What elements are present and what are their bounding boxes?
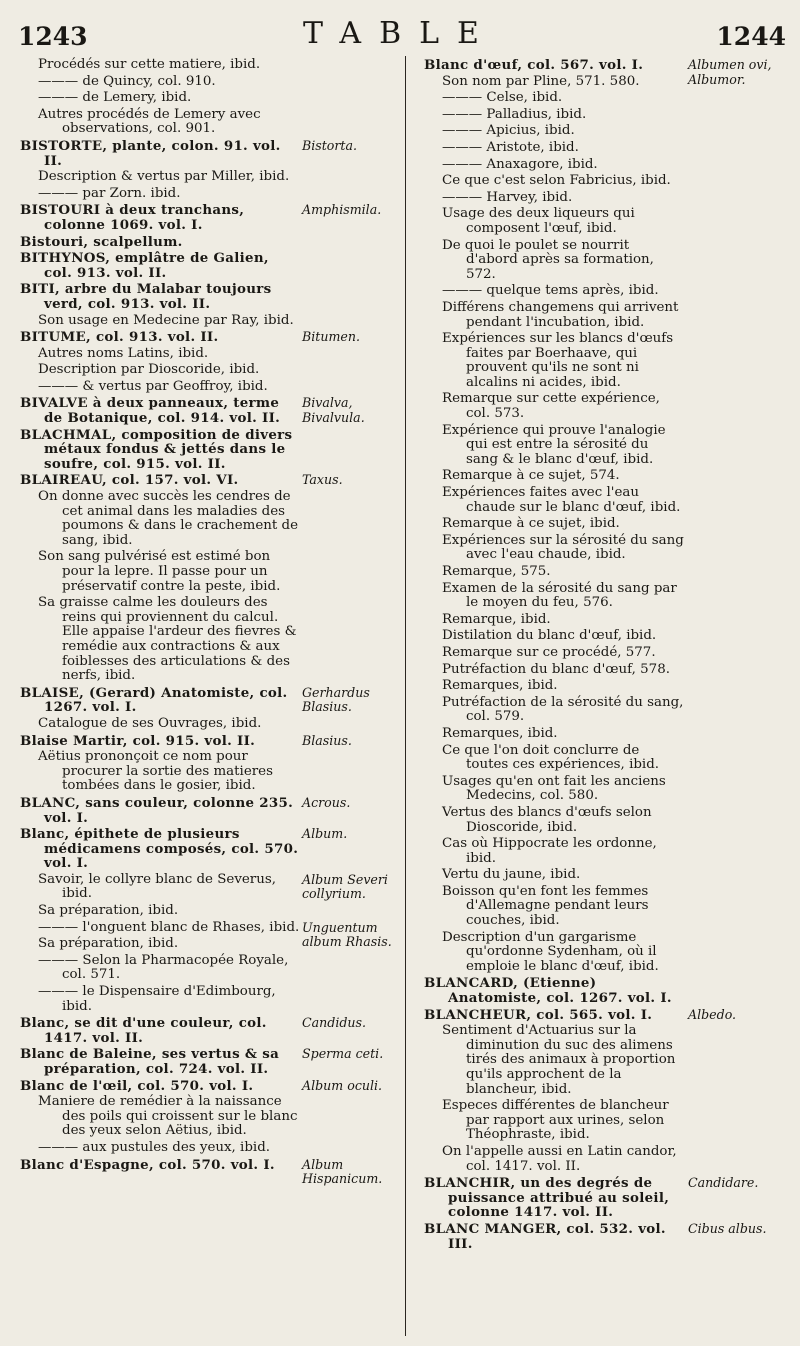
entry-text: Remarque, 575. <box>442 564 551 579</box>
index-entry <box>20 1016 396 1045</box>
page-number-left: 1243 <box>18 22 88 51</box>
index-entry <box>20 686 396 715</box>
index-entry <box>424 141 794 156</box>
index-entry <box>424 158 794 173</box>
index-entry <box>424 124 794 139</box>
entry-text: Examen de la sérosité du sang par le moyen du feu, 576. <box>442 580 677 611</box>
index-entry <box>20 139 396 168</box>
entry-text: Bistouri, scalpellum. <box>20 233 183 250</box>
entry-text: Especes différentes de blancheur par rapport aux urines, selon Théophraste, ibid. <box>442 1098 669 1143</box>
index-entry <box>20 58 396 73</box>
entry-text: Ce que l'on doit conclurre de toutes ces expériences, ibid. <box>442 742 660 773</box>
latin-term: Album oculi. <box>302 1077 383 1093</box>
entry-text: BLAIREAU, col. 157. vol. VI. <box>20 472 239 489</box>
latin-term: Acrous. <box>302 794 351 810</box>
index-entry <box>20 428 396 472</box>
entry-text: BLACHMAL, composition de divers métaux fondus & jettés dans le soufre, col. 915. vol. II. <box>20 426 293 472</box>
index-entry <box>20 330 396 345</box>
latin-term: Candidus. <box>302 1015 366 1031</box>
index-entry <box>424 284 794 299</box>
index-entry <box>424 775 794 804</box>
entry-text: Son nom par Pline, 571. 580. <box>442 73 640 89</box>
index-entry <box>20 1079 396 1094</box>
index-entry <box>424 486 794 515</box>
index-entry <box>20 473 396 488</box>
index-entry <box>20 490 396 548</box>
entry-text: Sa graisse calme les douleurs des reins qui proviennent du calcul. Elle appaise l'ardeur des fievres & remédie aux contractions & aux foiblesses des articulations & des nerfs, ibid. <box>38 595 297 684</box>
entry-text: BITHYNOS, emplâtre de Galien, col. 913. vol. II. <box>20 250 269 281</box>
entry-text: Blanc d'Espagne, col. 570. vol. I. <box>20 1156 275 1173</box>
index-entry <box>424 1176 794 1220</box>
index-entry <box>424 806 794 835</box>
latin-term: Album Hispanicum. <box>302 1156 383 1187</box>
entry-text: ——— quelque tems après, ibid. <box>442 283 659 299</box>
index-entry <box>424 207 794 236</box>
entry-text: BLAISE, (Gerard) Anatomiste, col. 1267. vol. I. <box>20 684 288 716</box>
index-entry <box>424 332 794 390</box>
index-entry <box>20 380 396 395</box>
index-entry <box>424 582 794 611</box>
entry-text: Boisson qu'en font les femmes d'Allemagne pendant leurs couches, ibid. <box>442 883 649 929</box>
index-entry <box>424 1145 794 1174</box>
page-number-right: 1244 <box>716 22 786 51</box>
entry-text: Expériences sur les blancs d'œufs faites par Boerhaave, qui prouvent qu'ils ne sont ni alcalins ni acides, ibid. <box>442 331 674 390</box>
index-entry <box>20 75 396 90</box>
entry-text: ——— Celse, ibid. <box>442 90 563 106</box>
entry-text: BLANCHEUR, col. 565. vol. I. <box>424 1006 653 1023</box>
entry-text: Autres procédés de Lemery avec observations, col. 901. <box>38 106 261 137</box>
entry-text: ——— Aristote, ibid. <box>442 139 579 155</box>
index-entry <box>20 170 396 185</box>
entry-text: BISTOURI à deux tranchans, colonne 1069. vol. I. <box>20 202 245 233</box>
index-entry <box>20 203 396 232</box>
latin-term: Unguentum album Rhasis. <box>302 919 392 950</box>
index-entry <box>20 251 396 280</box>
entry-text: Ce que c'est selon Fabricius, ibid. <box>442 173 671 189</box>
entry-text: Remarque sur ce procédé, 577. <box>442 644 656 660</box>
index-entry <box>424 191 794 206</box>
index-entry <box>20 937 396 952</box>
index-entry <box>20 314 396 329</box>
latin-term: Blasius. <box>302 732 352 748</box>
entry-text: BITI, arbre du Malabar toujours verd, col. 913. vol. II. <box>20 281 272 312</box>
entry-text: Sa préparation, ibid. <box>38 903 179 919</box>
entry-text: Expériences sur la sérosité du sang avec l'eau chaude, ibid. <box>442 532 684 563</box>
entry-text: Son sang pulvérisé est estimé bon pour la lepre. Il passe pour un préservatif contre la peste, ibid. <box>38 549 281 594</box>
entry-text: ——— Palladius, ibid. <box>442 106 587 122</box>
index-entry <box>424 301 794 330</box>
index-entry <box>20 954 396 983</box>
entry-text: Putréfaction du blanc d'œuf, 578. <box>442 661 670 677</box>
entry-text: Blanc de Baleine, ses vertus & sa préparation, col. 724. vol. II. <box>20 1046 280 1077</box>
latin-term: Album Severi collyrium. <box>302 871 388 902</box>
entry-text: Blanc d'œuf, col. 567. vol. I. <box>424 57 644 73</box>
latin-term: Gerhardus Blasius. <box>302 684 370 715</box>
entry-text: Blanc, se dit d'une couleur, col. 1417. vol. II. <box>20 1015 267 1046</box>
entry-text: Remarques, ibid. <box>442 725 558 741</box>
index-entry <box>424 931 794 975</box>
entry-text: Sa préparation, ibid. <box>38 936 179 952</box>
page-title: TABLE <box>303 16 497 51</box>
latin-term: Bistorta. <box>302 137 357 153</box>
index-entry <box>424 1008 794 1023</box>
index-entry <box>20 187 396 202</box>
entry-text: ——— par Zorn. ibid. <box>38 185 181 201</box>
index-entry <box>424 239 794 283</box>
index-entry <box>20 108 396 137</box>
entry-text: Blanc de l'œil, col. 570. vol. I. <box>20 1077 254 1094</box>
column-divider <box>405 56 406 1336</box>
entry-text: ——— Harvey, ibid. <box>442 189 573 205</box>
index-entry <box>20 904 396 919</box>
index-entry <box>424 565 794 580</box>
index-entry <box>20 734 396 749</box>
index-entry <box>424 108 794 123</box>
entry-text: ——— de Lemery, ibid. <box>38 90 192 106</box>
index-entry <box>20 396 396 425</box>
index-entry <box>20 750 396 794</box>
entry-text: Différens changemens qui arrivent pendant l'incubation, ibid. <box>442 299 679 330</box>
latin-term: Candidare. <box>688 1175 759 1191</box>
entry-text: Autres noms Latins, ibid. <box>38 345 209 361</box>
index-entry <box>424 424 794 468</box>
entry-text: De quoi le poulet se nourrit d'abord après sa formation, 572. <box>442 237 654 282</box>
index-entry <box>424 679 794 694</box>
entry-text: On donne avec succès les cendres de cet animal dans les maladies des poumons & dans le crachement de sang, ibid. <box>38 489 299 548</box>
index-entry <box>20 717 396 732</box>
entry-text: Vertu du jaune, ibid. <box>442 867 581 883</box>
entry-text: ——— l'onguent blanc de Rhases, ibid. <box>38 919 300 935</box>
entry-text: Cas où Hippocrate les ordonne, ibid. <box>442 836 657 866</box>
entry-text: ——— de Quincy, col. 910. <box>38 73 216 89</box>
index-entry <box>20 282 396 311</box>
index-entry <box>424 517 794 532</box>
index-entry <box>424 663 794 678</box>
entry-text: Son usage en Medecine par Ray, ibid. <box>38 312 294 328</box>
index-entry <box>424 976 794 1005</box>
index-entry <box>20 347 396 362</box>
entry-text: Description d'un gargarisme qu'ordonne Sydenham, où il emploie le blanc d'œuf, ibid. <box>442 929 659 974</box>
index-entry <box>20 985 396 1014</box>
entry-text: Blanc, épithete de plusieurs médicamens composés, col. 570. vol. I. <box>20 826 299 872</box>
index-entry <box>424 629 794 644</box>
entry-text: Expériences faites avec l'eau chaude sur le blanc d'œuf, ibid. <box>442 485 681 515</box>
index-entry <box>424 174 794 189</box>
index-entry <box>20 1141 396 1156</box>
latin-term: Albedo. <box>688 1006 737 1022</box>
index-entry <box>424 613 794 628</box>
index-entry <box>424 91 794 106</box>
latin-term: Sperma ceti. <box>302 1046 384 1062</box>
latin-term: Albumen ovi, Albumor. <box>688 57 772 87</box>
entry-text: Vertus des blancs d'œufs selon Dioscoride, ibid. <box>442 804 652 835</box>
entry-text: Distilation du blanc d'œuf, ibid. <box>442 628 657 644</box>
index-entry <box>20 827 396 871</box>
entry-text: Remarque sur cette expérience, col. 573. <box>442 391 660 422</box>
index-entry <box>20 1047 396 1076</box>
index-entry <box>20 873 396 902</box>
entry-text: ——— le Dispensaire d'Edimbourg, ibid. <box>38 984 276 1014</box>
index-entry <box>424 1222 794 1251</box>
index-entry <box>424 534 794 563</box>
index-entry <box>424 392 794 421</box>
index-column-left <box>20 57 396 1187</box>
index-entry <box>424 744 794 773</box>
index-entry <box>424 75 794 90</box>
entry-text: BISTORTE, plante, colon. 91. vol. II. <box>20 137 281 169</box>
index-entry <box>424 885 794 929</box>
index-column-right <box>424 58 794 1253</box>
index-entry <box>20 91 396 106</box>
entry-text: BLANC, sans couleur, colonne 235. vol. I. <box>20 794 294 826</box>
latin-term: Cibus albus. <box>688 1220 767 1236</box>
entry-text: Remarque à ce sujet, 574. <box>442 468 620 484</box>
entry-text: Putréfaction de la sérosité du sang, col. 579. <box>442 694 684 725</box>
entry-text: Procédés sur cette matiere, ibid. <box>38 57 261 72</box>
index-entry <box>20 596 396 684</box>
latin-term: Taxus. <box>302 472 343 488</box>
index-entry <box>424 727 794 742</box>
entry-text: Description par Dioscoride, ibid. <box>38 362 260 378</box>
index-entry <box>424 696 794 725</box>
index-entry <box>424 837 794 866</box>
entry-text: Savoir, le collyre blanc de Severus, ibid. <box>38 871 276 902</box>
entry-text: ——— & vertus par Geoffroy, ibid. <box>38 378 268 394</box>
entry-text: Usage des deux liqueurs qui composent l'œuf, ibid. <box>442 206 635 236</box>
entry-text: Aëtius prononçoit ce nom pour procurer la sortie des matieres tombées dans le gosier, ibid. <box>38 749 273 794</box>
entry-text: BLANCARD, (Etienne) Anatomiste, col. 1267. vol. I. <box>424 975 672 1007</box>
entry-text: ——— aux pustules des yeux, ibid. <box>38 1139 271 1155</box>
entry-text: Description & vertus par Miller, ibid. <box>38 169 290 185</box>
entry-text: BIVALVE à deux panneaux, terme de Botanique, col. 914. vol. II. <box>20 395 281 427</box>
entry-text: BLANCHIR, un des degrés de puissance attribué au soleil, colonne 1417. vol. II. <box>424 1175 670 1221</box>
index-entry <box>424 868 794 883</box>
entry-text: Usages qu'en ont fait les anciens Medecins, col. 580. <box>442 773 666 804</box>
index-entry <box>424 1024 794 1097</box>
entry-text: BITUME, col. 913. vol. II. <box>20 329 219 346</box>
index-entry <box>20 550 396 594</box>
index-entry <box>20 1095 396 1139</box>
latin-term: Bitumen. <box>302 329 360 345</box>
latin-term: Bivalva, Bivalvula. <box>302 395 365 426</box>
entry-text: Expérience qui prouve l'analogie qui est entre la sérosité du sang & le blanc d'œuf, ibid. <box>442 422 666 467</box>
index-entry <box>424 469 794 484</box>
entry-text: Blaise Martir, col. 915. vol. II. <box>20 732 256 749</box>
entry-text: Maniere de remédier à la naissance des poils qui croissent sur le blanc des yeux selon Aëtius, ibid. <box>38 1094 298 1139</box>
entry-text: On l'appelle aussi en Latin candor, col. 1417. vol. II. <box>442 1143 677 1174</box>
entry-text: ——— Selon la Pharmacopée Royale, col. 571. <box>38 952 289 983</box>
index-entry <box>20 235 396 250</box>
entry-text: Remarque à ce sujet, ibid. <box>442 516 620 532</box>
entry-text: Catalogue de ses Ouvrages, ibid. <box>38 715 262 731</box>
index-entry <box>20 1156 396 1187</box>
index-entry <box>424 646 794 661</box>
entry-text: BLANC MANGER, col. 532. vol. III. <box>424 1220 666 1252</box>
index-entry <box>424 1099 794 1143</box>
entry-text: Remarques, ibid. <box>442 678 558 694</box>
entry-text: Sentiment d'Actuarius sur la diminution du suc des alimens tirés des animaux à proportion qu'ils approchent de la blancheur, ibid. <box>442 1023 676 1097</box>
latin-term: Amphismila. <box>302 202 382 218</box>
index-entry <box>20 363 396 378</box>
latin-term: Album. <box>302 826 348 842</box>
entry-text: ——— Anaxagore, ibid. <box>442 156 598 172</box>
entry-text: Remarque, ibid. <box>442 611 551 627</box>
entry-text: ——— Apicius, ibid. <box>442 123 575 139</box>
index-entry <box>20 796 396 825</box>
